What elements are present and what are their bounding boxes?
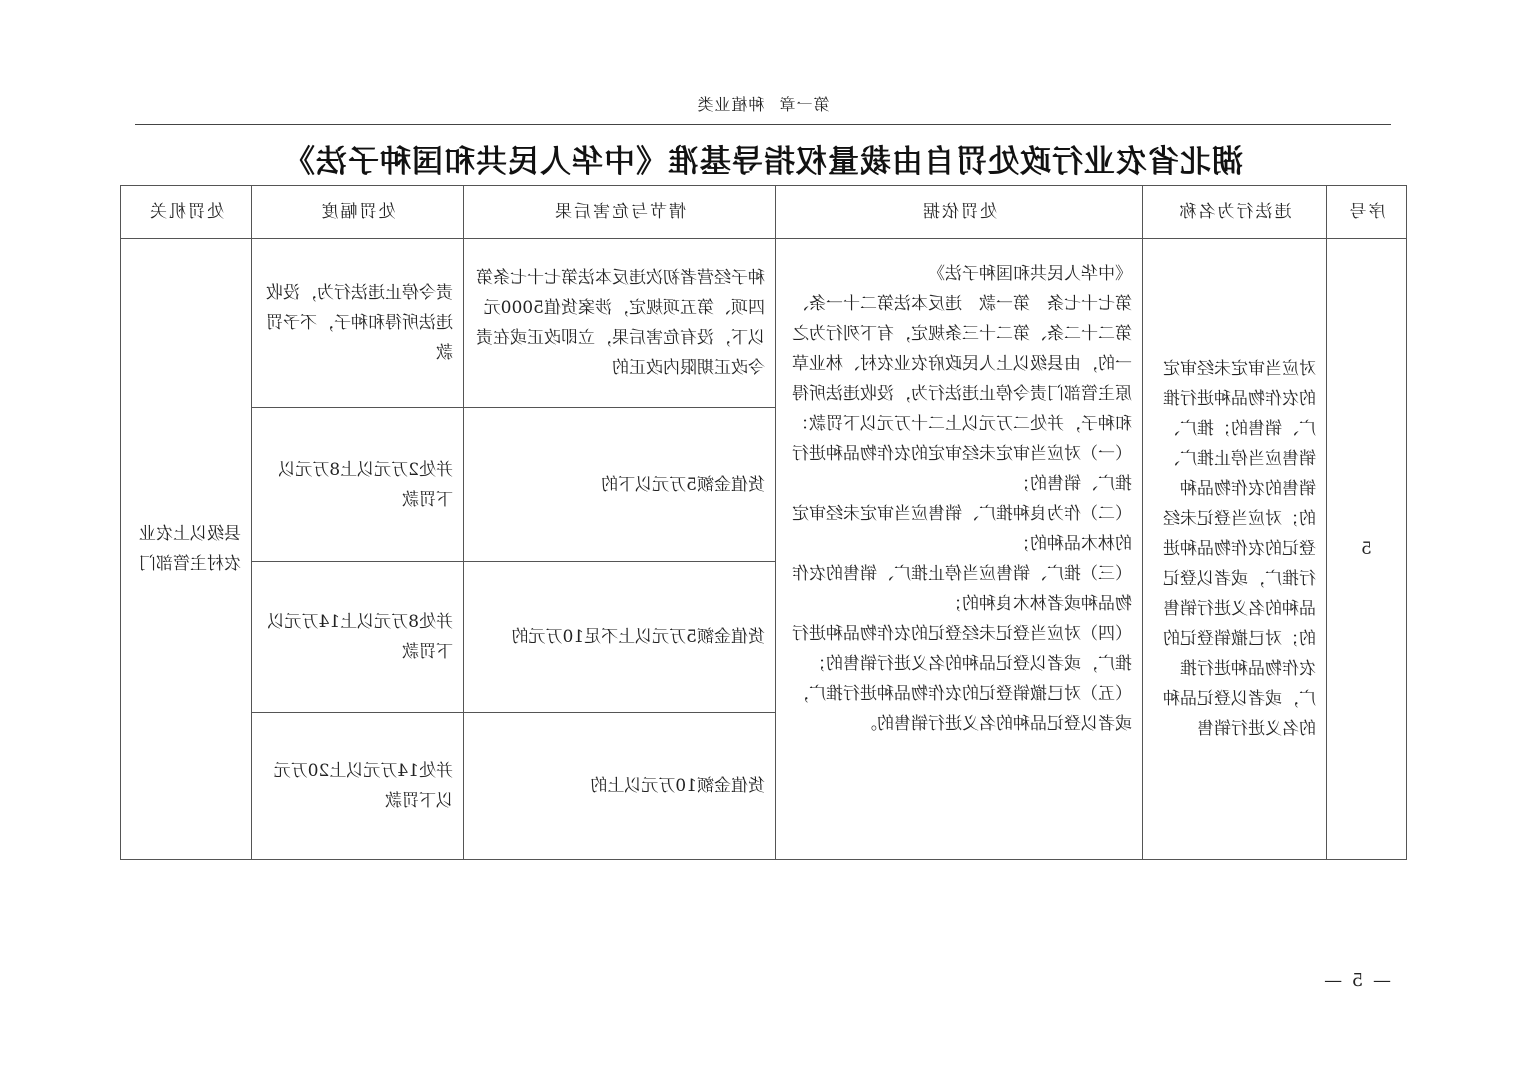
- circumstance-cell-1: [464, 239, 776, 408]
- seq-cell: 5: [1327, 239, 1407, 860]
- penalty-text: 责令停止违法行为，没收违法所得和种子，不予罚款: [266, 283, 453, 363]
- header-violation: 违法行为名称: [1143, 186, 1327, 239]
- running-header: [678, 92, 848, 115]
- header-section: 种植业类: [696, 95, 765, 114]
- penalty-table: [120, 185, 1407, 860]
- authority-text: 县级以上农业农村主管部门: [139, 524, 241, 574]
- header-penalty: 处罚幅度: [252, 186, 464, 239]
- header-chapter: 第一章: [778, 95, 830, 114]
- penalty-cell-2: [252, 408, 464, 562]
- circumstance-text: 货值金额5万元以上不足10万元的: [511, 627, 765, 647]
- page-number: — 5 —: [1322, 970, 1391, 991]
- circumstance-cell-3: [464, 562, 776, 713]
- circumstance-text: 货值金额5万元以下的: [601, 474, 765, 495]
- table-header-row: [121, 186, 1407, 239]
- penalty-text: 并处8万元以上14万元以下罚款: [267, 612, 453, 662]
- violation-text: 对应当审定未经审定的农作物品种进行推广、销售的；推广、销售应当停止推广、销售的农作物品种的；对应当登记未经登记的农作物品种进行推广，或者以登记品种的名义进行销售的；对已撤销登记的农作物品种进行推广，或者以登记品种的名义进行销售: [1163, 359, 1316, 739]
- basis-text: 《中华人民共和国种子法》 第七十七条 第一款 违反本法第二十一条、第二十二条、第二十三条规定，有下列行为之一的，由县级以上人民政府农业农村、林业草原主管部门责令停止违法行为，没收违法所得和种子，并处二万元以上二十万元以下罚款： （一）对应当审定未经审定的农作物品种进行推广、销售的； （二）作为良种推广、销售应当审定未经审定的林木品种的； （三）推广、销售应当停止推广、销售的农作物品种或者林木良种的； （四）对应当登记未经登记的农作物品种进行推广，或者以登记品种的名义进行销售的； （五）对已撤销登记的农作物品种进行推广，或者以登记品种的名义进行销售的。: [792, 264, 1132, 734]
- basis-cell: [776, 239, 1143, 860]
- header-authority: 处罚机关: [121, 186, 252, 239]
- page-title: 湖北省农业行政处罚自由裁量权指导基准《中华人民共和国种子法》: [283, 144, 1243, 180]
- header-circumstance: 情节与危害后果: [464, 186, 776, 239]
- table-row: [121, 239, 1407, 408]
- circumstance-text: 货值金额10万元以上的: [590, 776, 765, 796]
- penalty-text: 并处14万元以上20万元以下罚款: [273, 761, 453, 811]
- circumstance-cell-4: [464, 713, 776, 860]
- header-basis: 处罚依据: [776, 186, 1143, 239]
- penalty-cell-4: [252, 713, 464, 860]
- penalty-cell-1: [252, 239, 464, 408]
- violation-cell: [1143, 239, 1327, 860]
- header-rule: [135, 124, 1391, 125]
- circumstance-text: 种子经营者初次违反本法第七十七条第四项、第五项规定，涉案货值5000元以下，没有危害后果，立即改正或在责令改正期限内改正的: [476, 268, 765, 378]
- header-seq: 序号: [1327, 186, 1407, 239]
- circumstance-cell-2: [464, 408, 776, 562]
- penalty-cell-3: [252, 562, 464, 713]
- authority-cell: [121, 239, 252, 860]
- penalty-text: 并处2万元以上8万元以下罚款: [278, 459, 453, 510]
